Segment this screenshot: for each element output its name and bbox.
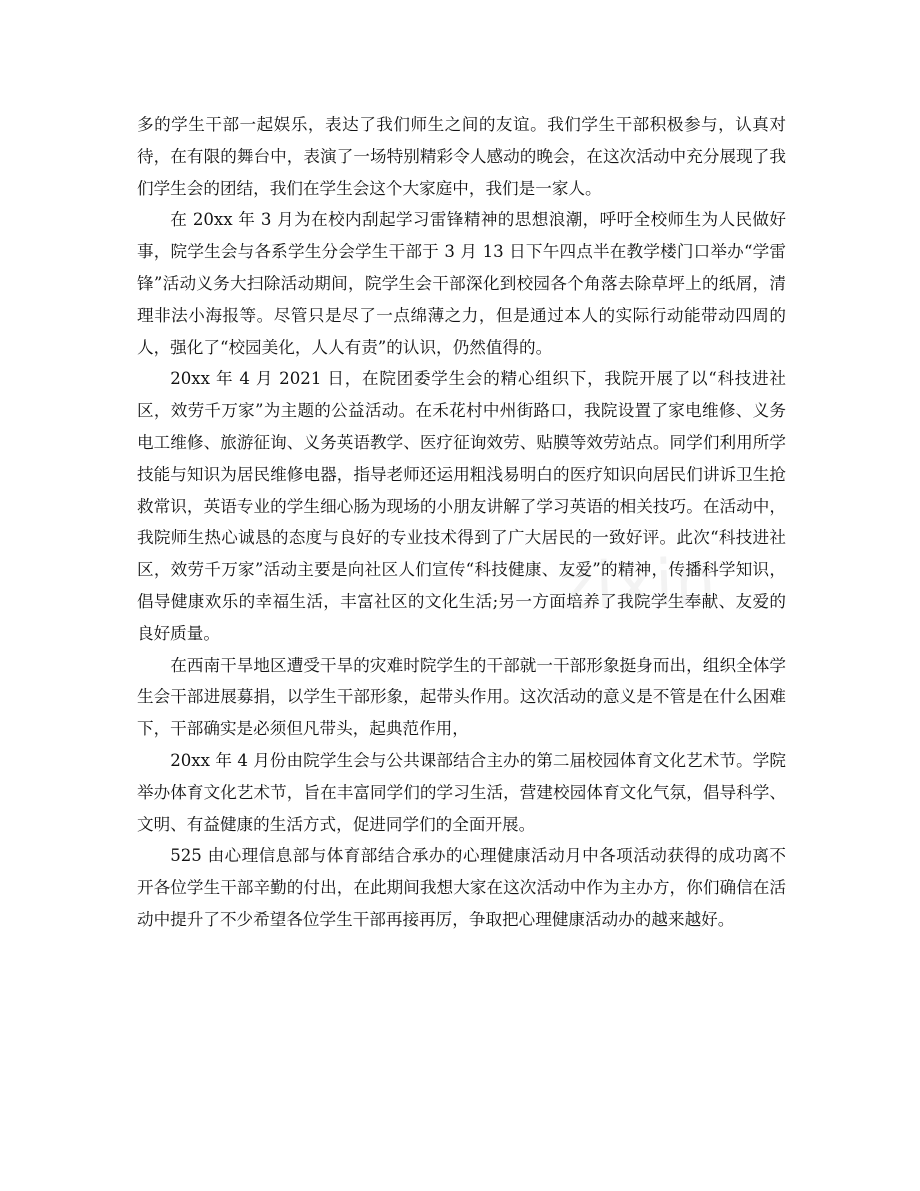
paragraph-5: 20xx 年 4 月份由院学生会与公共课部结合主办的第二届校园体育文化艺术节。学院举办体育文化艺术节，旨在丰富同学们的学习生活，营建校园体育文化气氛，倡导科学、文明、有益健康的生活方式，促进同学们的全面开展。	[137, 750, 786, 834]
paragraph-2: 在 20xx 年 3 月为在校内刮起学习雷锋精神的思想浪潮，呼吁全校师生为人民做好事，院学生会与各系学生分会学生干部于 3 月 13 日下午四点半在教学楼门口举办“学雷锋”活动义务大扫除活动期间，院学生会干部深化到校园各个角落去除草坪上的纸屑，清理非法小海报等。尽管只是尽了一点绵薄之力，但是通过本人的实际行动能带动四周的人，强化了“校园美化，人人有责”的认识，仍然值得的。	[137, 210, 786, 357]
paragraph-6: 525 由心理信息部与体育部结合承办的心理健康活动月中各项活动获得的成功离不开各位学生干部辛勤的付出，在此期间我想大家在这次活动中作为主办方，你们确信在活动中提升了不少希望各位学生干部再接再厉，争取把心理健康活动办的越来越好。	[137, 846, 786, 929]
watermark: zixin	[558, 545, 719, 625]
paragraph-3: 20xx 年 4 月 2021 日，在院团委学生会的精心组织下，我院开展了以“科技进社区，效劳千万家”为主题的公益活动。在禾花村中州街路口，我院设置了家电维修、义务电工维修、旅游征询、义务英语教学、医疗征询效劳、贴膜等效劳站点。同学们利用所学技能与知识为居民维修电器，指导老师还运用粗浅易明白的医疗知识向居民们讲诉卫生抢救常识，英语专业的学生细心肠为现场的小朋友讲解了学习英语的相关技巧。在活动中，我院师生热心诚恳的态度与良好的专业技术得到了广大居民的一致好评。此次“科技进社区，效劳千万家”活动主要是向社区人们宣传“科技健康、友爱”的精神，传播科学知识，倡导健康欢乐的幸福生活，丰富社区的文化生活;另一方面培养了我院学生奉献、友爱的良好质量。	[137, 369, 786, 643]
document-body	[137, 109, 786, 936]
paragraph-4: 在西南干旱地区遭受干旱的灾难时院学生的干部就一干部形象挺身而出，组织全体学生会干部进展募捐，以学生干部形象，起带头作用。这次活动的意义是不管是在什么困难下，干部确实是必须但凡带头，起典范作用，	[137, 655, 786, 739]
paragraph-1: 多的学生干部一起娱乐，表达了我们师生之间的友谊。我们学生干部积极参与，认真对待，在有限的舞台中，表演了一场特别精彩令人感动的晚会，在这次活动中充分展现了我们学生会的团结，我们在学生会这个大家庭中，我们是一家人。	[137, 115, 786, 198]
